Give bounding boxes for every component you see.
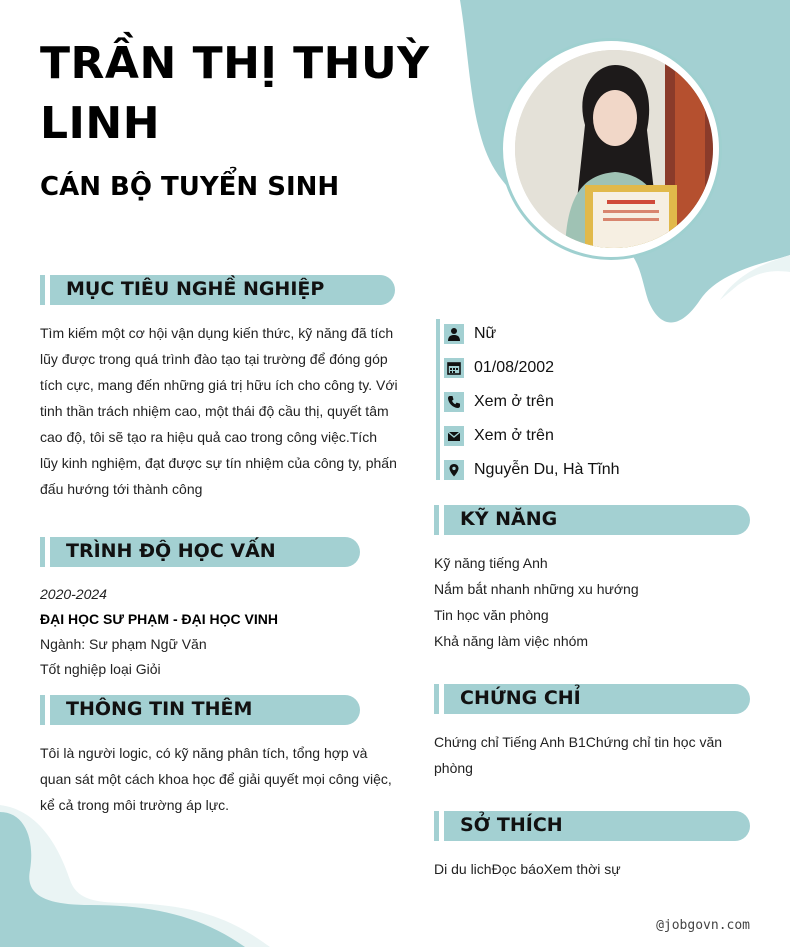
birthday-text: 01/08/2002 [474,359,555,376]
education-major: Ngành: Sư phạm Ngữ Văn [40,636,207,652]
address-text: Nguyễn Du, Hà Tĩnh [474,461,620,478]
email-text: Xem ở trên [474,427,554,444]
section-education-title: TRÌNH ĐỘ HỌC VẤN [66,540,276,562]
candidate-name: TRẦN THỊ THUỲ LINH [40,38,430,149]
location-icon [444,460,464,480]
personal-info-bar [436,319,440,480]
personal-info-list [444,317,620,487]
calendar-icon [444,358,464,378]
person-icon [444,324,464,344]
section-certificates-header [444,684,750,714]
hobbies-text: Di du lichĐọc báoXem thời sự [434,861,621,877]
section-extra-header [50,695,360,725]
section-education-header [50,537,360,567]
info-birthday [444,351,620,385]
education-period: 2020-2024 [40,586,107,602]
education-entry [40,582,278,682]
info-address [444,453,620,487]
gender-text: Nữ [474,325,497,342]
list-item: Nắm bắt nhanh những xu hướng [434,581,639,597]
section-skills-header [444,505,750,535]
profile-photo [515,50,713,248]
section-objective-header [50,275,395,305]
certificates-text: Chứng chỉ Tiếng Anh B1Chứng chỉ tin học văn phòng [434,734,723,776]
section-skills-title: KỸ NĂNG [460,508,558,530]
mail-icon [444,426,464,446]
watermark: @jobgovn.com [656,918,750,933]
section-objective-title: MỤC TIÊU NGHỀ NGHIỆP [66,278,325,300]
list-item: Khả năng làm việc nhóm [434,633,589,649]
section-hobbies-title: SỞ THÍCH [460,814,563,836]
section-extra-title: THÔNG TIN THÊM [66,698,253,720]
info-gender [444,317,620,351]
section-hobbies-header [444,811,750,841]
skills-list [434,550,639,654]
list-item: Tin học văn phòng [434,607,549,623]
avatar [500,38,722,260]
phone-icon [444,392,464,412]
objective-text: Tìm kiếm một cơ hội vận dụng kiến thức, kỹ năng đã tích lũy được trong quá trình đào tạo tại trường để đóng góp tích cực, mang đến những giá trị hữu ích cho công ty. Với tinh thần trách nhiệm cao, một thái độ cầu thị, quyết tâm cao độ, tôi sẽ tạo ra hiệu quả cao trong công việc.Tích lũy kinh nghiệm, đạt được sự tín nhiệm của công ty, phấn đấu hướng tới thành công [40,325,398,497]
education-school: ĐẠI HỌC SƯ PHẠM - ĐẠI HỌC VINH [40,611,278,627]
info-email [444,419,620,453]
job-title: CÁN BỘ TUYỂN SINH [40,172,340,202]
phone-text: Xem ở trên [474,393,554,410]
section-certificates-title: CHỨNG CHỈ [460,687,581,709]
extra-text: Tôi là người logic, có kỹ năng phân tích, tổng hợp và quan sát một cách khoa học để giải quyết mọi công việc, kể cả trong môi trường áp lực. [40,745,392,813]
education-grade: Tốt nghiệp loại Giỏi [40,661,161,677]
list-item: Kỹ năng tiếng Anh [434,555,548,571]
info-phone [444,385,620,419]
